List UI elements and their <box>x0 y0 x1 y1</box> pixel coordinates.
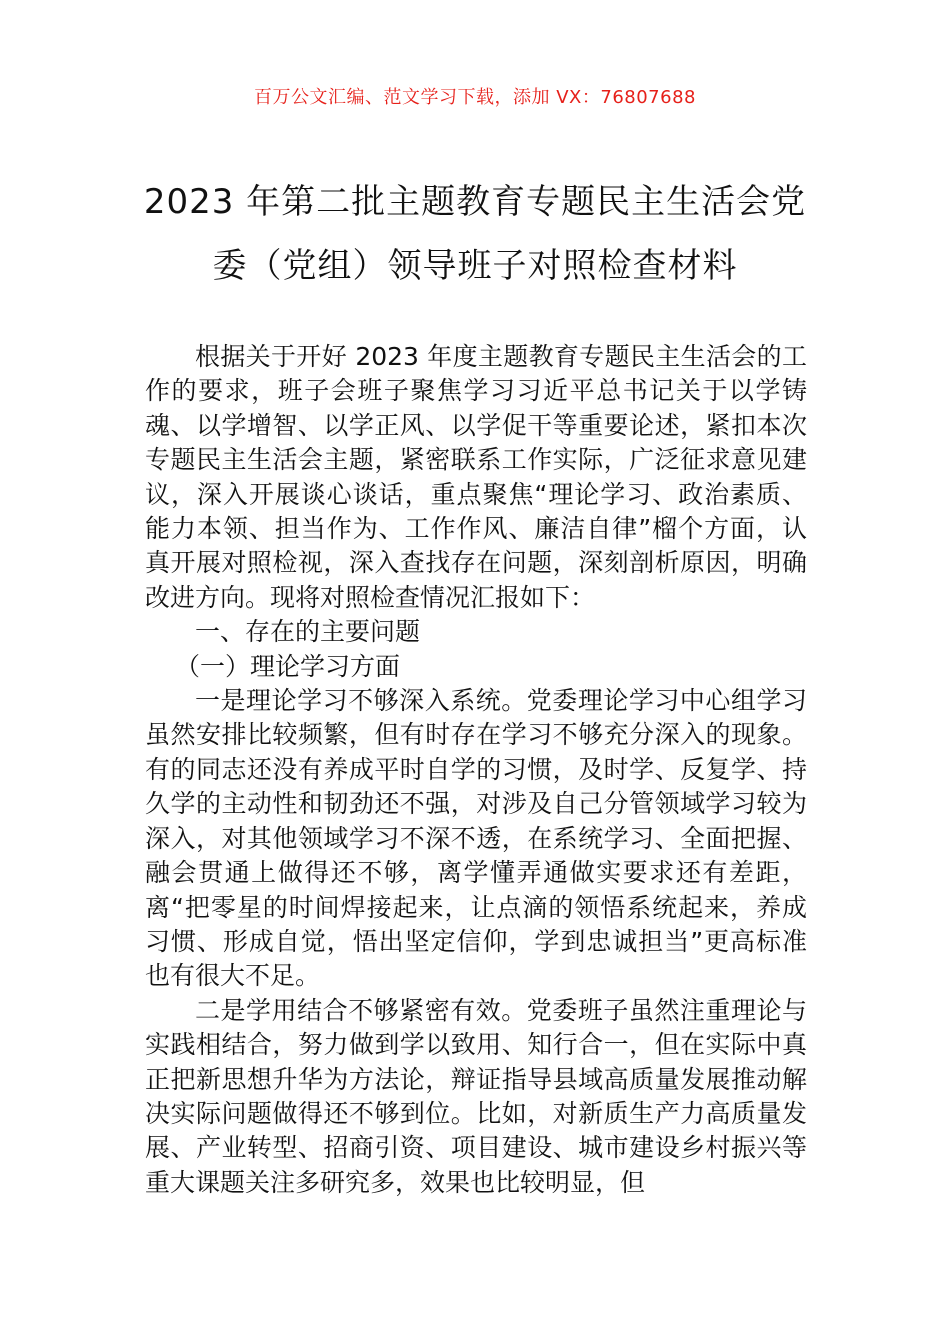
document-body <box>145 340 807 1200</box>
point-two-paragraph: 二是学用结合不够紧密有效。党委班子虽然注重理论与实践相结合，努力做到学以致用、知行合一，但在实际中真正把新思想升华为方法论，辩证指导县域高质量发展推动解决实际问题做得还不够到位。比如，对新质生产力高质量发展、产业转型、招商引资、项目建设、城市建设乡村振兴等重大课题关注多研究多，效果也比较明显，但 <box>145 995 807 1197</box>
title-line-1: 2023 年第二批主题教育专题民主生活会党 <box>143 182 807 222</box>
point-one-paragraph: 一是理论学习不够深入系统。党委理论学习中心组学习虽然安排比较频繁，但有时存在学习不够充分深入的现象。有的同志还没有养成平时自学的习惯，及时学、反复学、持久学的主动性和韧劲还不强，对涉及自己分管领域学习较为深入，对其他领域学习不深不透，在系统学习、全面把握、融会贯通上做得还不够，离学懂弄通做实要求还有差距，离“把零星的时间焊接起来，让点滴的领悟系统起来，养成习惯、形成自觉，悟出坚定信仰，学到忠诚担当”更高标准也有很大不足。 <box>145 686 807 991</box>
subsection-heading-theory: （一）理论学习方面 <box>175 651 401 681</box>
header-watermark-note: 百万公文汇编、范文学习下载，添加 VX：76807688 <box>254 87 696 108</box>
document-title <box>120 170 830 298</box>
section-heading-problems: 一、存在的主要问题 <box>195 617 421 647</box>
intro-paragraph: 根据关于开好 2023 年度主题教育专题民主生活会的工作的要求，班子会班子聚焦学习习近平总书记关于以学铸魂、以学增智、以学正风、以学促干等重要论述，紧扣本次专题民主生活会主题，紧密联系工作实际，广泛征求意见建议，深入开展谈心谈话，重点聚焦“理论学习、政治素质、能力本领、担当作为、工作作风、廉洁自律”榴个方面，认真开展对照检视，深入查找存在问题，深刻剖析原因，明确改进方向。现将对照检查情况汇报如下： <box>145 342 807 612</box>
title-line-2: 委（党组）领导班子对照检查材料 <box>212 246 738 286</box>
